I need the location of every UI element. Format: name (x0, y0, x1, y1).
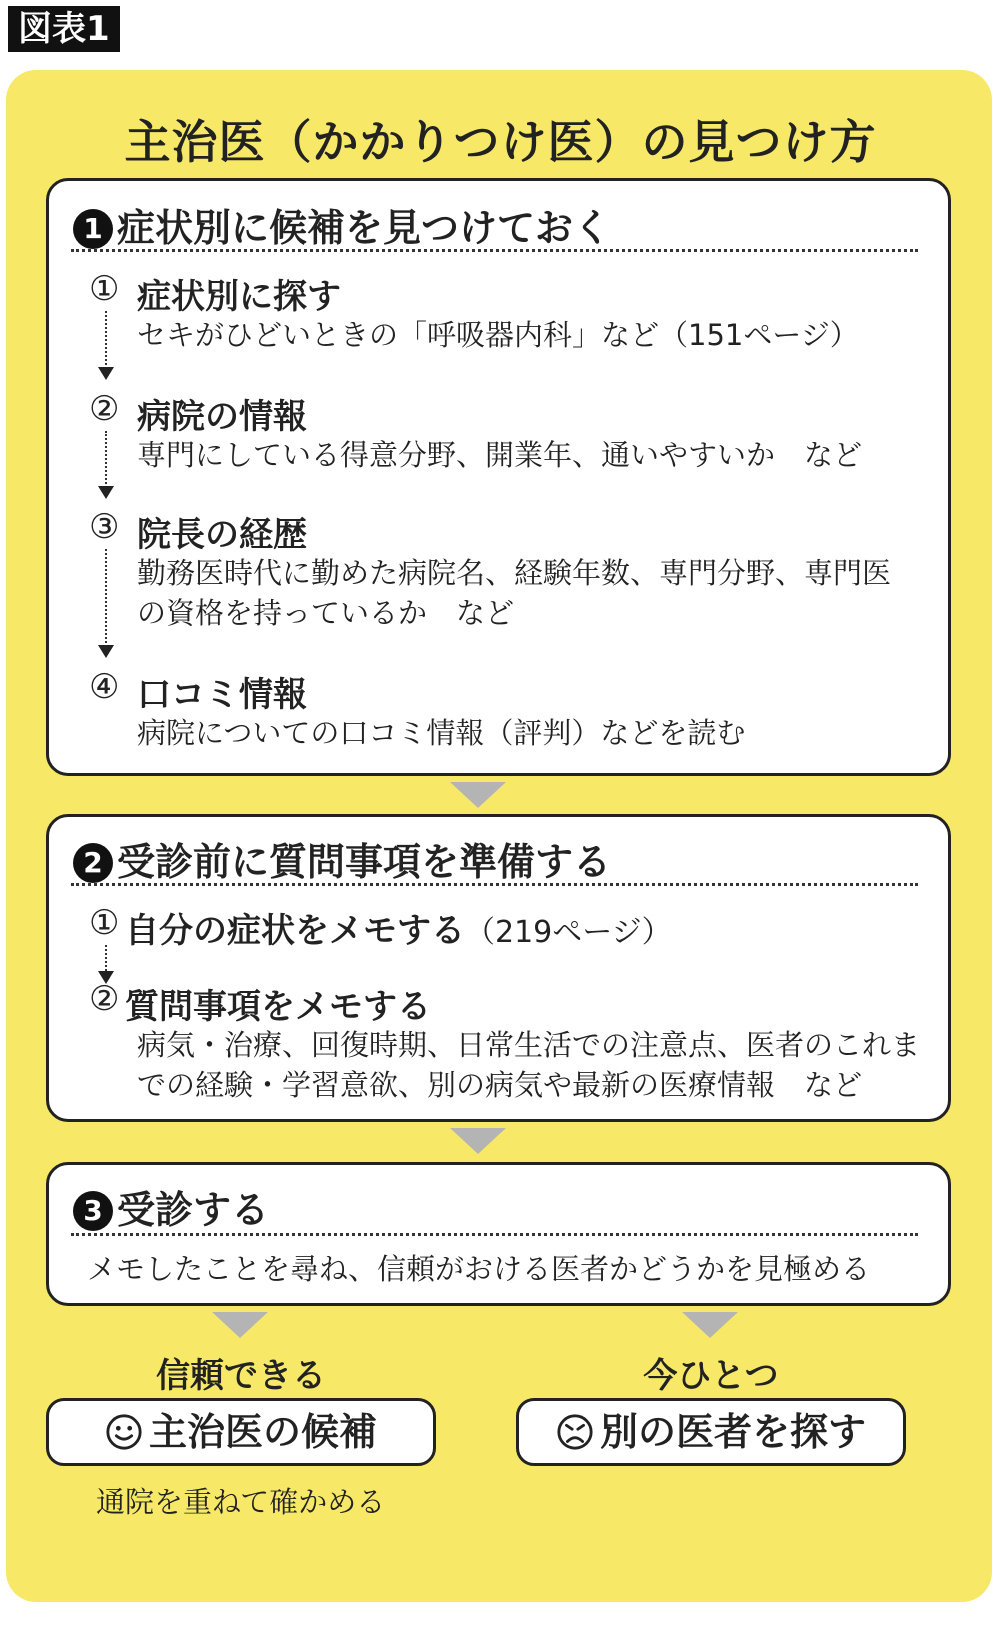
s1-step-1-title: 症状別に探す (137, 277, 341, 317)
outcome-right-label: 今ひとつ (643, 1356, 779, 1396)
s1-step-3-number: ③ (89, 507, 120, 547)
outcome-left-box (46, 1398, 436, 1466)
s1-connector-2-arrowhead (98, 486, 114, 499)
flow-arrow-1 (450, 782, 506, 808)
s1-step-4-number: ④ (89, 667, 120, 707)
s2-step-2-title: 質問事項をメモする (125, 987, 431, 1027)
s2-step-1-page-ref: （219ページ） (465, 915, 672, 950)
section-2-box (46, 814, 951, 1122)
section-1-divider (71, 249, 918, 252)
section-3-box (46, 1162, 951, 1306)
section-1-box (46, 178, 951, 776)
s1-step-1-number: ① (89, 269, 120, 309)
section-3-title (73, 1179, 269, 1234)
s1-step-3-desc-line-1: 勤務医時代に勤めた病院名、経験年数、専門分野、専門医 (137, 556, 892, 590)
s1-connector-1-arrowhead (98, 367, 114, 380)
s1-step-3-title: 院長の経歴 (137, 515, 307, 555)
flow-arrow-right (682, 1312, 738, 1338)
s1-step-3-desc-line-2: の資格を持っているか など (137, 596, 515, 630)
section-2-number-badge: 2 (73, 843, 113, 883)
s1-step-2-desc: 専門にしている得意分野、開業年、通いやすいか など (137, 438, 863, 472)
section-3-number-badge: 3 (73, 1191, 113, 1231)
s2-step-1-title-text: 自分の症状をメモする (125, 911, 465, 951)
flow-arrow-2 (450, 1128, 506, 1154)
s2-step-2-desc-line-2: での経験・学習意欲、別の病気や最新の医療情報 など (137, 1068, 863, 1102)
section-3-divider (71, 1233, 918, 1236)
figure-label: 図表1 (8, 6, 120, 52)
s2-step-2-desc-line-1: 病気・治療、回復時期、日常生活での注意点、医者のこれま (137, 1028, 921, 1062)
frown-face-icon (556, 1413, 594, 1451)
s1-connector-3-arrowhead (98, 645, 114, 658)
s2-step-1-title (125, 903, 672, 952)
section-2-divider (71, 883, 918, 886)
section-1-number-badge: 1 (73, 209, 113, 249)
s1-connector-1 (105, 311, 107, 369)
outcome-left-text: 主治医の候補 (148, 1410, 377, 1454)
s1-connector-3 (105, 549, 107, 647)
s1-step-4-desc: 病院についての口コミ情報（評判）などを読む (137, 716, 746, 750)
outcome-left-label: 信頼できる (156, 1356, 326, 1396)
s2-step-1-number: ① (89, 903, 120, 943)
outcome-right-text: 別の医者を探す (599, 1410, 866, 1454)
section-3-desc: メモしたことを尋ね、信頼がおける医者かどうかを見極める (87, 1252, 871, 1286)
s1-step-2-title: 病院の情報 (137, 397, 307, 437)
s1-connector-2 (105, 431, 107, 488)
outcome-right-box (516, 1398, 906, 1466)
section-2-title-text: 受診前に質問事項を準備する (117, 840, 612, 884)
s1-step-2-number: ② (89, 389, 120, 429)
section-2-title (73, 831, 611, 886)
s1-step-1-desc: セキがひどいときの「呼吸器内科」など（151ページ） (137, 318, 859, 352)
smile-face-icon (105, 1413, 143, 1451)
s2-step-2-number: ② (89, 979, 120, 1019)
outcome-left-note: 通院を重ねて確かめる (96, 1485, 386, 1519)
s1-step-4-title: 口コミ情報 (137, 675, 307, 715)
section-1-title (73, 197, 611, 252)
diagram-title: 主治医（かかりつけ医）の見つけ方 (124, 115, 877, 169)
section-3-title-text: 受診する (117, 1188, 270, 1232)
flow-arrow-left (212, 1312, 268, 1338)
section-1-title-text: 症状別に候補を見つけておく (117, 206, 612, 250)
